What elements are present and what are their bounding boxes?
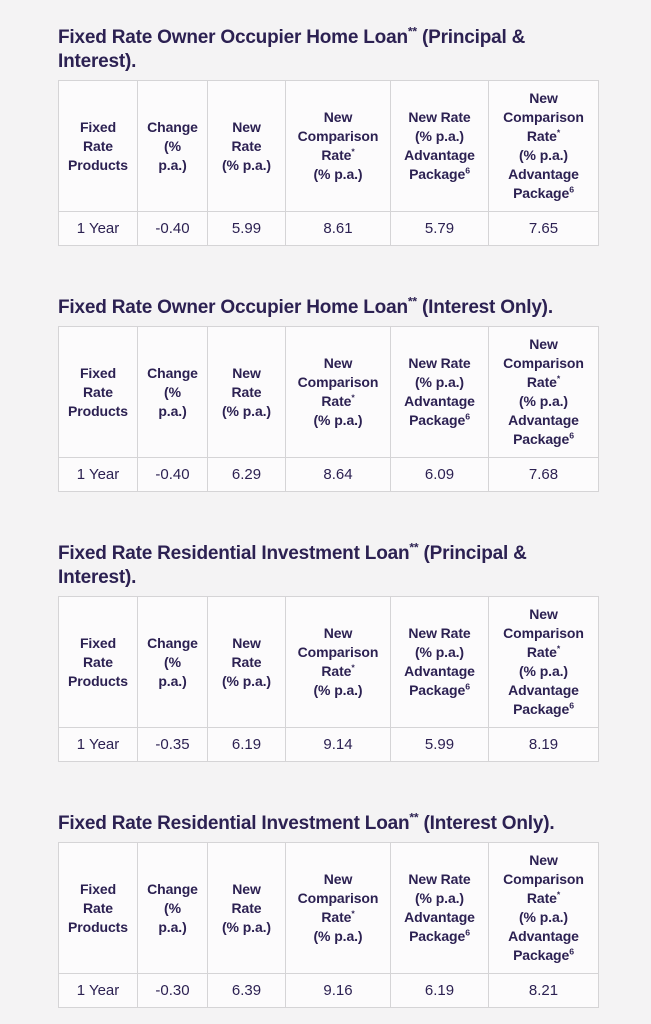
column-header-new-rate: New Rate (% p.a.) xyxy=(208,327,286,458)
table-row xyxy=(59,974,599,1008)
column-header-new-comparison-rate: New Comparison Rate* (% p.a.) xyxy=(286,597,391,728)
table-row xyxy=(59,458,599,492)
cell-new-comparison-rate-advantage: 8.19 xyxy=(489,728,599,762)
cell-new-rate: 6.19 xyxy=(208,728,286,762)
section-owner-occupier-interest-only xyxy=(58,296,598,492)
cell-new-comparison-rate: 8.64 xyxy=(286,458,391,492)
cell-fixed-rate-product: 1 Year xyxy=(59,728,138,762)
column-header-new-rate-advantage-package: New Rate (% p.a.) Advantage Package$^6$ xyxy=(391,597,489,728)
cell-new-rate-advantage: 5.79 xyxy=(391,212,489,246)
column-header-fixed-rate-products: Fixed Rate Products xyxy=(59,843,138,974)
rate-table xyxy=(58,80,599,246)
cell-new-rate-advantage: 6.09 xyxy=(391,458,489,492)
cell-new-comparison-rate: 9.14 xyxy=(286,728,391,762)
cell-new-rate-advantage: 6.19 xyxy=(391,974,489,1008)
column-header-change: Change (% p.a.) xyxy=(138,81,208,212)
column-header-new-comparison-rate: New Comparison Rate* (% p.a.) xyxy=(286,81,391,212)
cell-fixed-rate-product: 1 Year xyxy=(59,974,138,1008)
column-header-new-comparison-rate-advantage-package: New Comparison Rate* (% p.a.) Advantage Package$^6$ xyxy=(489,843,599,974)
table-row xyxy=(59,212,599,246)
column-header-change: Change (% p.a.) xyxy=(138,327,208,458)
column-header-fixed-rate-products: Fixed Rate Products xyxy=(59,327,138,458)
section-residential-investment-interest-only xyxy=(58,812,598,1008)
cell-new-rate: 6.39 xyxy=(208,974,286,1008)
column-header-new-rate: New Rate (% p.a.) xyxy=(208,81,286,212)
cell-new-comparison-rate-advantage: 8.21 xyxy=(489,974,599,1008)
column-header-new-comparison-rate-advantage-package: New Comparison Rate* (% p.a.) Advantage Package$^6$ xyxy=(489,327,599,458)
header-row xyxy=(59,597,599,728)
column-header-new-comparison-rate-advantage-package: New Comparison Rate* (% p.a.) Advantage Package$^6$ xyxy=(489,597,599,728)
cell-change: -0.40 xyxy=(138,458,208,492)
cell-fixed-rate-product: 1 Year xyxy=(59,212,138,246)
rate-table xyxy=(58,326,599,492)
column-header-new-comparison-rate: New Comparison Rate* (% p.a.) xyxy=(286,843,391,974)
column-header-new-rate-advantage-package: New Rate (% p.a.) Advantage Package$^6$ xyxy=(391,843,489,974)
cell-change: -0.35 xyxy=(138,728,208,762)
column-header-new-comparison-rate-advantage-package: New Comparison Rate* (% p.a.) Advantage Package$^6$ xyxy=(489,81,599,212)
cell-new-comparison-rate: 8.61 xyxy=(286,212,391,246)
cell-new-comparison-rate: 9.16 xyxy=(286,974,391,1008)
column-header-fixed-rate-products: Fixed Rate Products xyxy=(59,81,138,212)
column-header-new-comparison-rate: New Comparison Rate* (% p.a.) xyxy=(286,327,391,458)
cell-new-rate: 5.99 xyxy=(208,212,286,246)
section-title: Fixed Rate Owner Occupier Home Loan** (Principal & Interest). xyxy=(58,24,526,72)
header-row xyxy=(59,843,599,974)
cell-new-rate: 6.29 xyxy=(208,458,286,492)
cell-new-comparison-rate-advantage: 7.65 xyxy=(489,212,599,246)
section-owner-occupier-principal-interest xyxy=(58,26,598,246)
column-header-new-rate: New Rate (% p.a.) xyxy=(208,597,286,728)
rate-table xyxy=(58,596,599,762)
section-residential-investment-principal-interest xyxy=(58,542,598,762)
cell-change: -0.30 xyxy=(138,974,208,1008)
cell-new-rate-advantage: 5.99 xyxy=(391,728,489,762)
header-row xyxy=(59,327,599,458)
column-header-new-rate-advantage-package: New Rate (% p.a.) Advantage Package$^6$ xyxy=(391,81,489,212)
column-header-change: Change (% p.a.) xyxy=(138,597,208,728)
table-row xyxy=(59,728,599,762)
cell-new-comparison-rate-advantage: 7.68 xyxy=(489,458,599,492)
column-header-change: Change (% p.a.) xyxy=(138,843,208,974)
section-title: Fixed Rate Residential Investment Loan** (Principal & Interest). xyxy=(58,540,527,588)
section-title: Fixed Rate Residential Investment Loan** (Interest Only). xyxy=(58,810,555,834)
cell-fixed-rate-product: 1 Year xyxy=(59,458,138,492)
section-title: Fixed Rate Owner Occupier Home Loan** (Interest Only). xyxy=(58,294,553,318)
column-header-fixed-rate-products: Fixed Rate Products xyxy=(59,597,138,728)
column-header-new-rate: New Rate (% p.a.) xyxy=(208,843,286,974)
column-header-new-rate-advantage-package: New Rate (% p.a.) Advantage Package$^6$ xyxy=(391,327,489,458)
header-row xyxy=(59,81,599,212)
rate-table xyxy=(58,842,599,1008)
cell-change: -0.40 xyxy=(138,212,208,246)
